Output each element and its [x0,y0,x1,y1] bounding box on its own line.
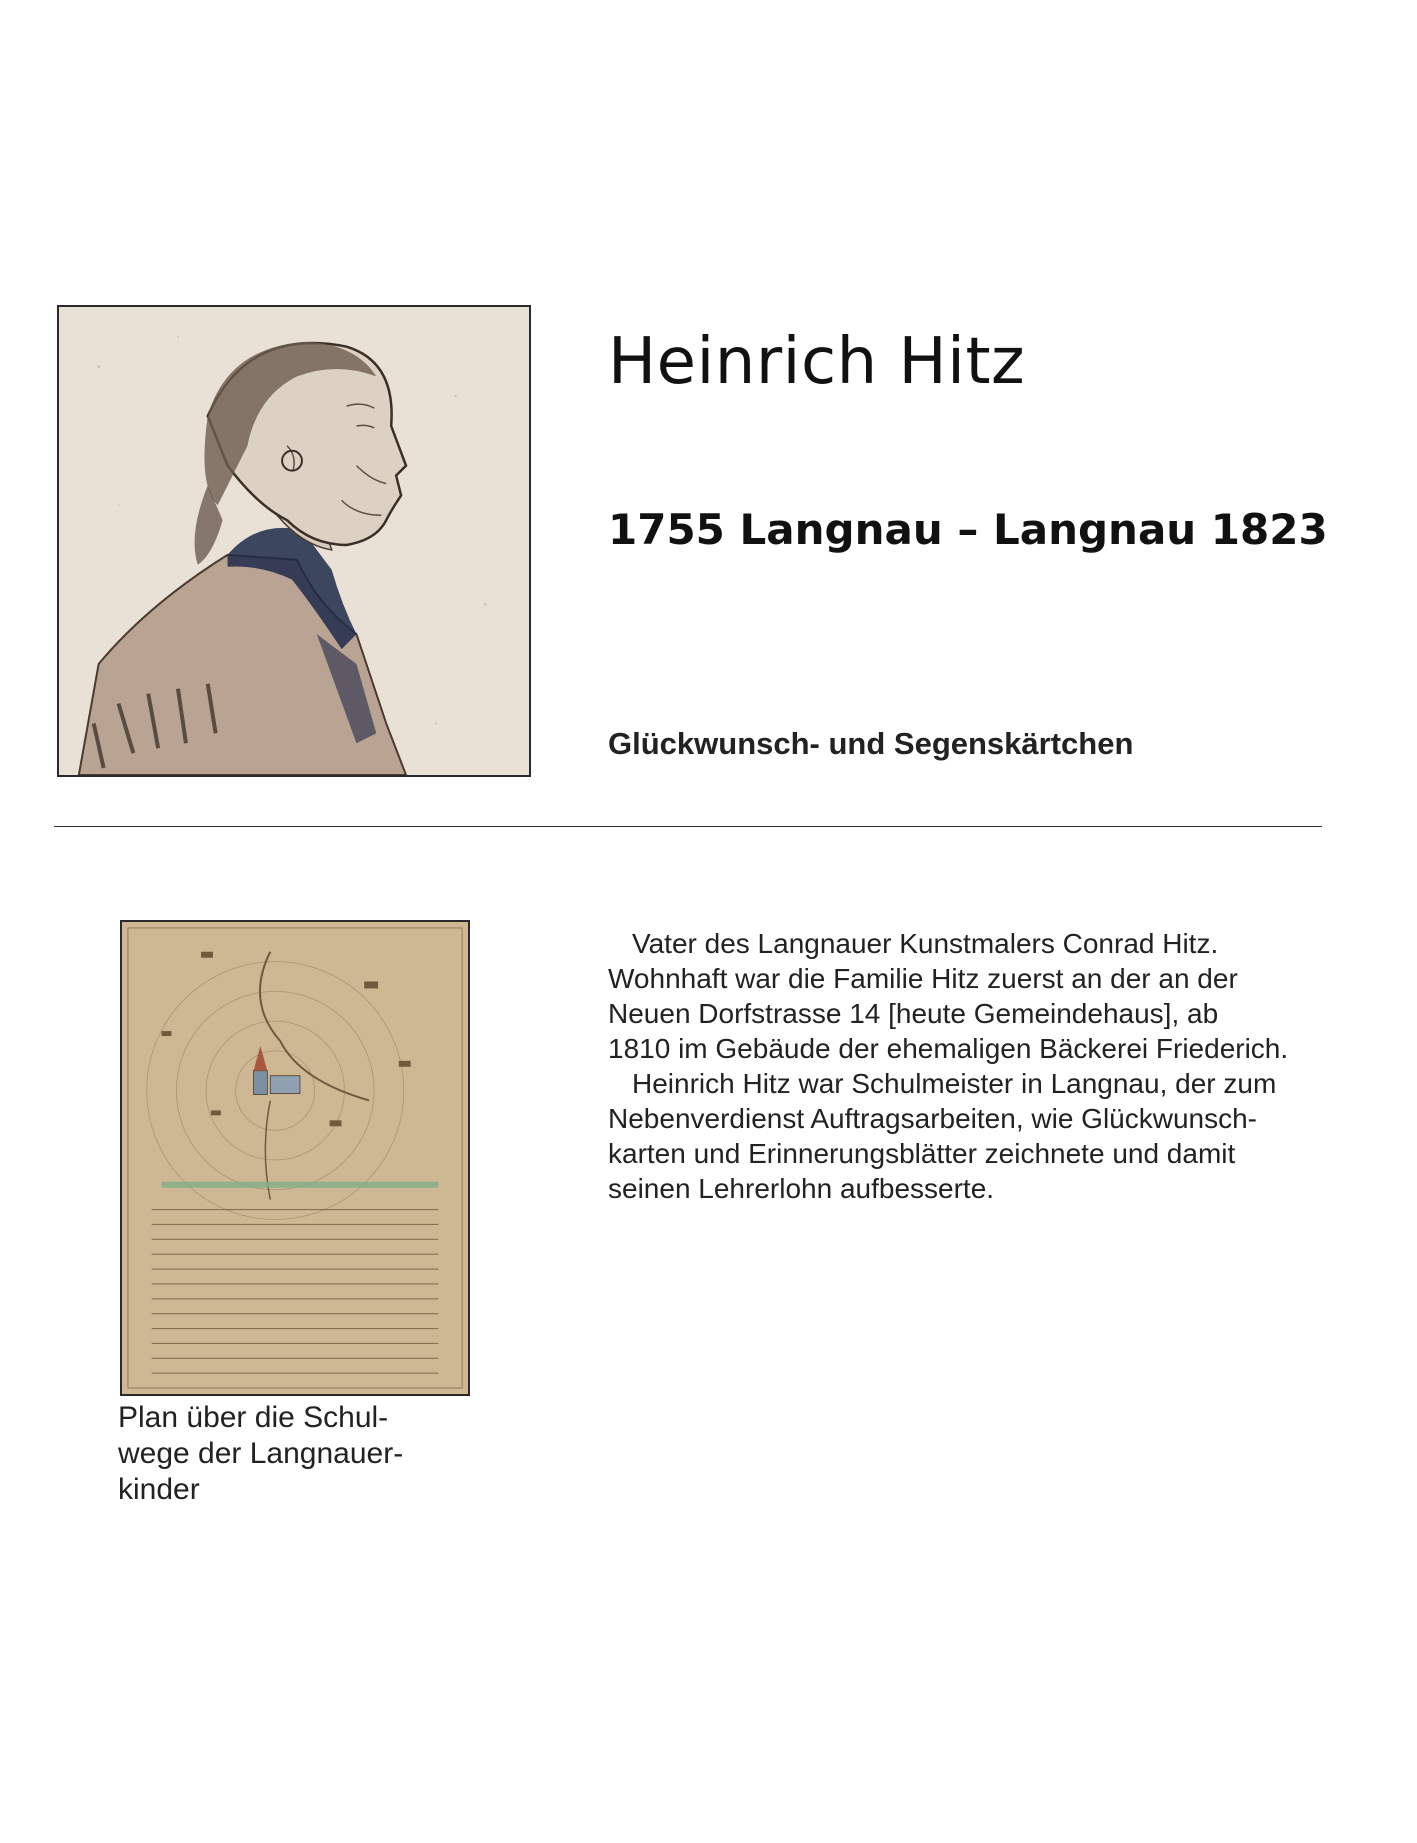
body-line: Nebenverdienst Auftragsarbeiten, wie Glückwunsch- [608,1103,1258,1134]
historic-map-icon [122,922,468,1394]
caption-line: wege der Langnauer- [118,1437,404,1470]
body-line: Vater des Langnauer Kunstmalers Conrad Hitz. [632,928,1219,959]
caption-line: Plan über die Schul- [118,1401,389,1434]
horizontal-divider [54,826,1322,827]
subtitle-text: Glückwunsch- und Segenskärtchen [608,726,1134,761]
body-line: Heinrich Hitz war Schulmeister in Langnau, der zum [632,1068,1277,1099]
caption-line: kinder [118,1473,200,1506]
lifespan-text: 1755 Langnau – Langnau 1823 [608,505,1328,554]
page-title: Heinrich Hitz [608,325,1026,399]
body-line: karten und Erinnerungsblätter zeichnete und damit [608,1138,1236,1169]
map-caption [118,1400,438,1508]
biography-text [608,926,1308,1206]
body-line: Wohnhaft war die Familie Hitz zuerst an der an der [608,963,1238,994]
body-line: seinen Lehrerlohn aufbesserte. [608,1173,995,1204]
body-line: Neuen Dorfstrasse 14 [heute Gemeindehaus], ab [608,998,1219,1029]
portrait-image [57,305,531,777]
body-line: 1810 im Gebäude der ehemaligen Bäckerei Friederich. [608,1033,1289,1064]
portrait-sketch-icon [59,307,529,775]
map-image [120,920,470,1396]
